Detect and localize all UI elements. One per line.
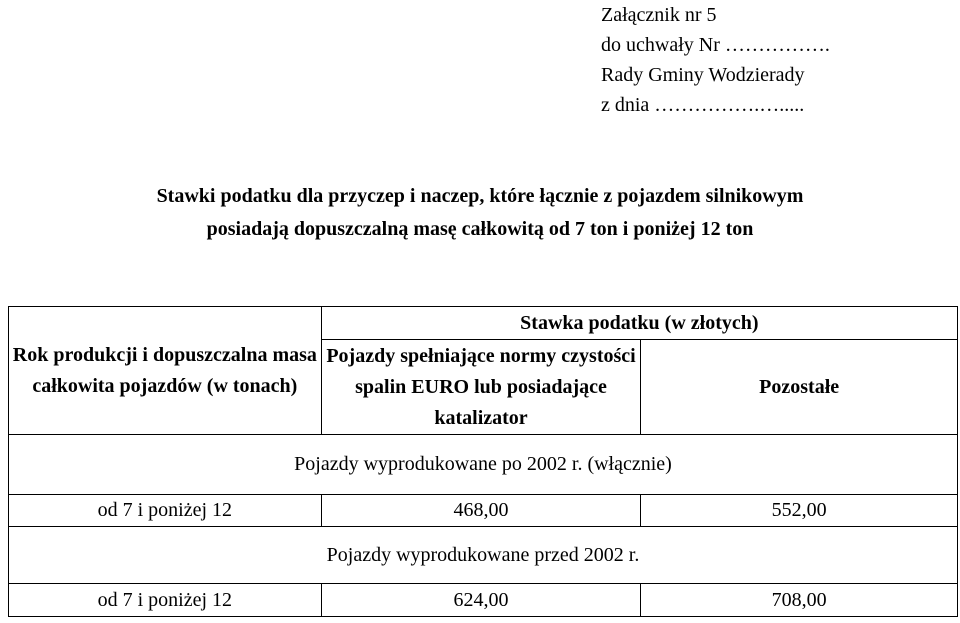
euro-header: Pojazdy spełniające normy czystości spalin EURO lub posiadające katalizator <box>321 340 641 435</box>
annex-number: Załącznik nr 5 <box>601 4 717 26</box>
annex-header <box>601 0 830 120</box>
mass-cell: od 7 i poniżej 12 <box>9 584 322 617</box>
title-line-1: Stawki podatku dla przyczep i naczep, które łącznie z pojazdem silnikowym <box>156 185 804 207</box>
title-line-2: posiadają dopuszczalną masę całkowitą od 7 ton i poniżej 12 ton <box>206 218 754 240</box>
euro-rate-cell: 468,00 <box>321 495 641 527</box>
euro-rate-cell: 624,00 <box>321 584 641 617</box>
section-after-2002: Pojazdy wyprodukowane po 2002 r. (włącznie) <box>9 435 958 495</box>
table-row <box>9 495 958 527</box>
rate-header: Stawka podatku (w złotych) <box>321 307 957 340</box>
document-title <box>0 180 960 246</box>
council-name: Rady Gminy Wodzierady <box>601 64 805 86</box>
table-row <box>9 584 958 617</box>
other-rate-cell: 552,00 <box>641 495 958 527</box>
other-header: Pozostałe <box>641 340 958 435</box>
year-mass-header: Rok produkcji i dopuszczalna masa całkowita pojazdów (w tonach) <box>9 307 322 435</box>
mass-cell: od 7 i poniżej 12 <box>9 495 322 527</box>
resolution-number: do uchwały Nr ……………. <box>601 34 830 56</box>
tax-rate-table <box>8 306 958 617</box>
section-before-2002: Pojazdy wyprodukowane przed 2002 r. <box>9 527 958 584</box>
other-rate-cell: 708,00 <box>641 584 958 617</box>
resolution-date: z dnia …………….…..... <box>601 94 805 116</box>
